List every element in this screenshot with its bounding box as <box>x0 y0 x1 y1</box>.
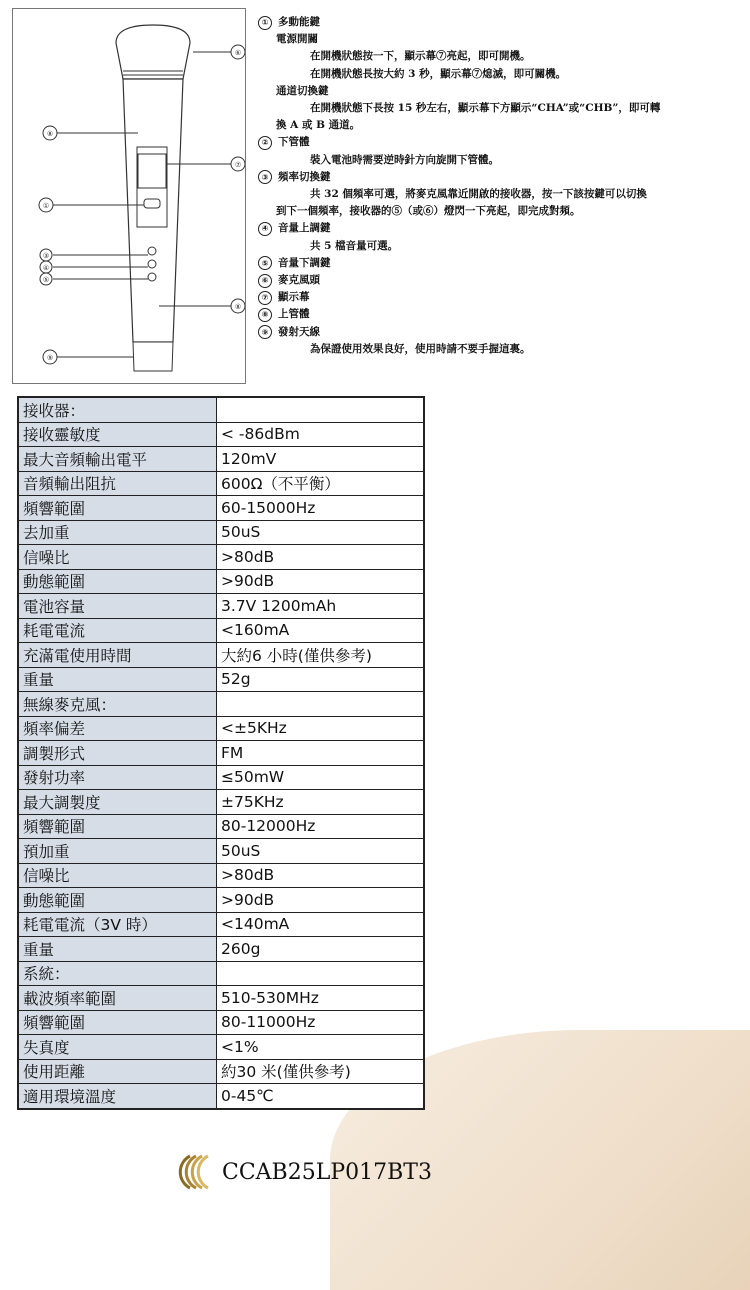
spec-row <box>18 692 424 717</box>
spec-value: < -86dBm <box>217 422 425 447</box>
note-title: 多動能鍵 <box>278 16 320 28</box>
spec-label: 頻率偏差 <box>18 716 217 741</box>
spec-row <box>18 863 424 888</box>
note-8 <box>258 306 746 323</box>
spec-value: 510-530MHz <box>217 986 425 1011</box>
spec-value: 80-11000Hz <box>217 1010 425 1035</box>
spec-label: 信噪比 <box>18 545 217 570</box>
spec-label: 最大音頻輸出電平 <box>18 447 217 472</box>
note-1 <box>258 14 746 31</box>
spec-row <box>18 471 424 496</box>
note-subtitle: 通道切換鍵 <box>276 84 329 97</box>
spec-label: 音頻輸出阻抗 <box>18 471 217 496</box>
spec-value <box>217 692 425 717</box>
note-number: ⑤ <box>258 256 272 270</box>
note-title: 上管體 <box>278 308 310 321</box>
spec-row <box>18 814 424 839</box>
note-title: 下管體 <box>278 136 310 149</box>
spec-row <box>18 397 424 422</box>
spec-row <box>18 986 424 1011</box>
spec-label: 頻響範圍 <box>18 496 217 521</box>
spec-label: 接收器： <box>18 397 217 422</box>
note-line: 在開機狀態長按大約 3 秒，顯示幕⑦熄滅，即可關機。 <box>310 67 567 80</box>
spec-label: 調製形式 <box>18 741 217 766</box>
spec-value: FM <box>217 741 425 766</box>
spec-label: 動態範圍 <box>18 888 217 913</box>
spec-row <box>18 741 424 766</box>
spec-row <box>18 765 424 790</box>
spec-value: 60-15000Hz <box>217 496 425 521</box>
spec-table <box>17 396 425 1110</box>
spec-value <box>217 961 425 986</box>
spec-label: 適用環境溫度 <box>18 1084 217 1109</box>
spec-value: 600Ω（不平衡） <box>217 471 425 496</box>
spec-row <box>18 569 424 594</box>
spec-label: 最大調製度 <box>18 790 217 815</box>
note-line: 在開機狀態按一下，顯示幕⑦亮起，即可開機。 <box>310 50 531 63</box>
svg-text:①: ① <box>42 202 50 210</box>
spec-row <box>18 618 424 643</box>
note-number: ④ <box>258 222 272 236</box>
note-title: 音量上調鍵 <box>278 222 331 235</box>
spec-label: 充滿電使用時間 <box>18 643 217 668</box>
spec-value: 120mV <box>217 447 425 472</box>
spec-row <box>18 1059 424 1084</box>
svg-text:⑦: ⑦ <box>234 161 242 169</box>
spec-row <box>18 1010 424 1035</box>
spec-value: 大約6 小時(僅供參考) <box>217 643 425 668</box>
note-5 <box>258 255 746 272</box>
spec-value: 52g <box>217 667 425 692</box>
spec-label: 頻響範圍 <box>18 1010 217 1035</box>
spec-label: 無線麥克風： <box>18 692 217 717</box>
spec-value: 約30 米(僅供參考) <box>217 1059 425 1084</box>
spec-row <box>18 496 424 521</box>
spec-value: <1% <box>217 1035 425 1060</box>
note-number: ③ <box>258 170 272 184</box>
spec-value: 50uS <box>217 520 425 545</box>
microphone-diagram <box>12 8 246 384</box>
svg-text:⑨: ⑨ <box>46 354 54 362</box>
svg-text:⑤: ⑤ <box>42 276 50 284</box>
feature-notes <box>258 14 746 358</box>
note-line: 為保證使用效果良好，使用時請不要手握這裏。 <box>310 342 531 355</box>
spec-label: 接收靈敏度 <box>18 422 217 447</box>
spec-label: 動態範圍 <box>18 569 217 594</box>
spec-row <box>18 643 424 668</box>
note-9 <box>258 324 746 341</box>
spec-label: 耗電電流（3V 時） <box>18 912 217 937</box>
note-3 <box>258 169 746 186</box>
spec-value: 80-12000Hz <box>217 814 425 839</box>
svg-text:⑧: ⑧ <box>46 130 54 138</box>
spec-row <box>18 1035 424 1060</box>
note-title: 麥克風頭 <box>278 274 320 287</box>
note-line: 換 A 或 B 通道。 <box>276 119 361 132</box>
note-line: 裝入電池時需要逆時針方向旋開下管體。 <box>310 153 499 166</box>
spec-label: 使用距離 <box>18 1059 217 1084</box>
spec-label: 電池容量 <box>18 594 217 619</box>
spec-value <box>217 397 425 422</box>
spec-row <box>18 545 424 570</box>
note-title: 頻率切換鍵 <box>278 170 331 183</box>
spec-row <box>18 716 424 741</box>
spec-row <box>18 422 424 447</box>
svg-text:④: ④ <box>42 264 50 272</box>
spec-label: 信噪比 <box>18 863 217 888</box>
note-number: ⑦ <box>258 291 272 305</box>
spec-value: >90dB <box>217 569 425 594</box>
spec-label: 去加重 <box>18 520 217 545</box>
spec-value: 260g <box>217 937 425 962</box>
spec-row <box>18 937 424 962</box>
spec-row <box>18 839 424 864</box>
spec-value: ≤50mW <box>217 765 425 790</box>
spec-row <box>18 520 424 545</box>
note-number: ① <box>258 16 272 30</box>
spec-value: <140mA <box>217 912 425 937</box>
spec-label: 頻響範圍 <box>18 814 217 839</box>
spec-row <box>18 912 424 937</box>
brand-logo <box>172 1150 432 1194</box>
spec-label: 失真度 <box>18 1035 217 1060</box>
note-line: 共 32 個頻率可選，將麥克風靠近開啟的接收器，按一下該按鍵可以切換 <box>310 188 647 201</box>
note-7 <box>258 289 746 306</box>
spec-label: 重量 <box>18 667 217 692</box>
spec-value: >80dB <box>217 545 425 570</box>
note-title: 顯示幕 <box>278 291 310 304</box>
svg-text:⑥: ⑥ <box>234 49 242 57</box>
note-title: 發射天線 <box>278 325 320 338</box>
spec-row <box>18 667 424 692</box>
spec-value: <160mA <box>217 618 425 643</box>
spec-value: >80dB <box>217 863 425 888</box>
note-2 <box>258 134 746 151</box>
spec-row <box>18 888 424 913</box>
spec-value: 3.7V 1200mAh <box>217 594 425 619</box>
spec-value: ±75KHz <box>217 790 425 815</box>
spec-row <box>18 1084 424 1109</box>
svg-text:⑧: ⑧ <box>234 303 242 311</box>
svg-text:③: ③ <box>42 252 50 260</box>
spec-label: 發射功率 <box>18 765 217 790</box>
spec-value: >90dB <box>217 888 425 913</box>
spec-row <box>18 594 424 619</box>
spec-label: 重量 <box>18 937 217 962</box>
microphone-drawing <box>13 9 245 383</box>
note-4 <box>258 220 746 237</box>
product-code: CCAB25LP017BT3 <box>222 1159 432 1185</box>
spec-label: 耗電電流 <box>18 618 217 643</box>
spec-label: 載波頻率範圍 <box>18 986 217 1011</box>
note-line: 在開機狀態下長按 15 秒左右，顯示幕下方顯示“CHA”或“CHB”，即可轉 <box>310 102 661 115</box>
spec-row <box>18 961 424 986</box>
note-subtitle: 電源開關 <box>276 33 318 46</box>
note-6 <box>258 272 746 289</box>
note-number: ② <box>258 136 272 150</box>
note-title: 音量下調鍵 <box>278 256 331 269</box>
spec-label: 預加重 <box>18 839 217 864</box>
spec-row <box>18 447 424 472</box>
spec-value: <±5KHz <box>217 716 425 741</box>
note-number: ⑥ <box>258 274 272 288</box>
note-number: ⑧ <box>258 308 272 322</box>
note-line: 共 5 檔音量可選。 <box>310 239 399 252</box>
spec-row <box>18 790 424 815</box>
brand-mark-icon <box>172 1150 216 1194</box>
spec-label: 系統： <box>18 961 217 986</box>
spec-value: 50uS <box>217 839 425 864</box>
note-line: 到下一個頻率，接收器的⑤（或⑥）燈閃一下亮起，即完成對頻。 <box>276 205 581 218</box>
note-number: ⑨ <box>258 325 272 339</box>
spec-value: 0-45℃ <box>217 1084 425 1109</box>
